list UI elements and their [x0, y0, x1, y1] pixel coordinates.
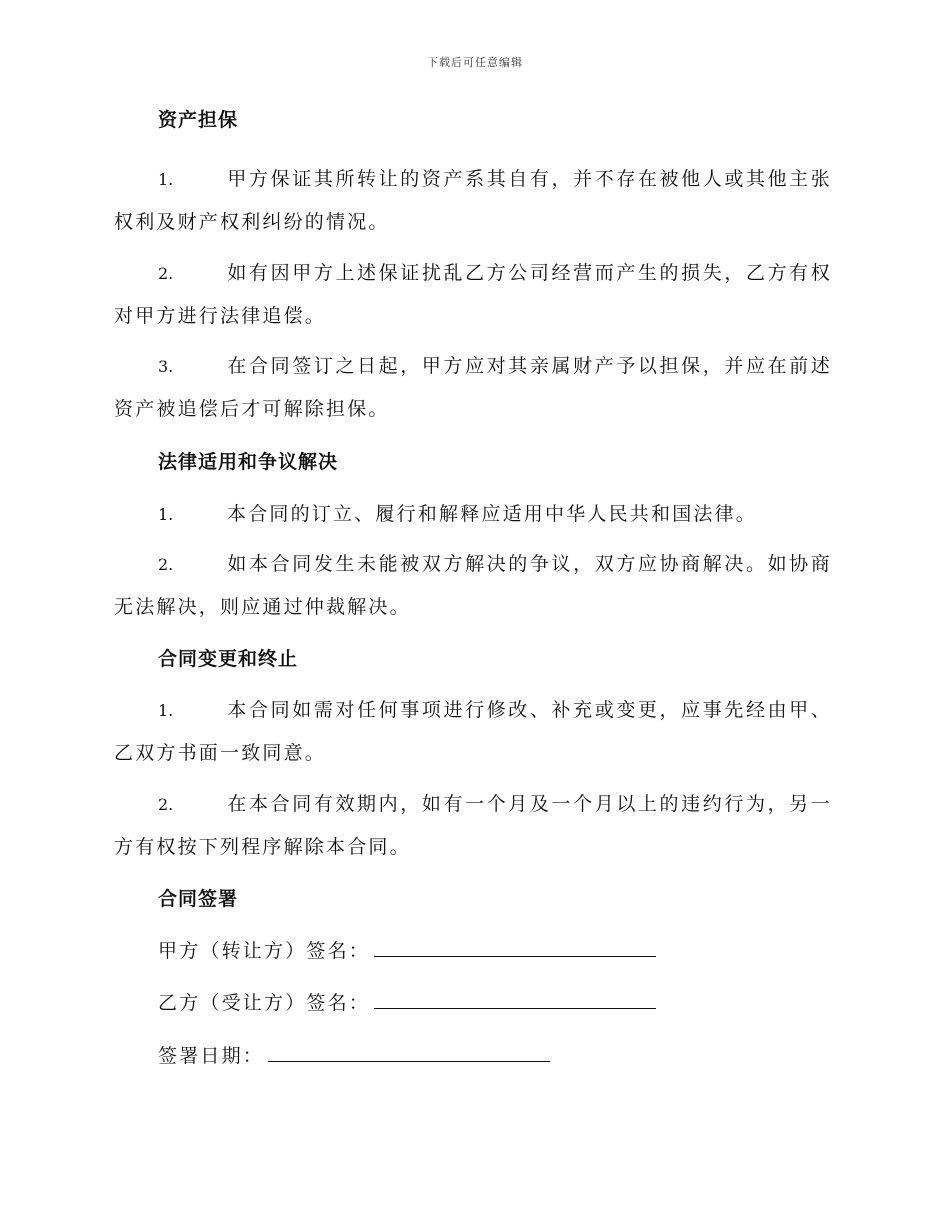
party-a-label: 甲方（转让方）签名：	[158, 940, 371, 962]
clause-number: 1.	[158, 701, 174, 720]
date-signature-row	[114, 1041, 832, 1070]
clause-text: 在合同签订之日起，甲方应对其亲属财产予以担保，并应在前述资产被追偿后才可解除担保。	[114, 355, 832, 420]
party-b-label: 乙方（受让方）签名：	[158, 992, 371, 1014]
clause-text: 甲方保证其所转让的资产系其自有，并不存在被他人或其他主张权利及财产权利纠纷的情况。	[114, 168, 832, 233]
clause-number: 2.	[158, 264, 174, 283]
clause-number: 1.	[158, 505, 174, 524]
clause-text: 如有因甲方上述保证扰乱乙方公司经营而产生的损失，乙方有权对甲方进行法律追偿。	[114, 262, 832, 327]
clause-item	[114, 158, 832, 244]
clause-item	[114, 345, 832, 431]
clause-item	[114, 543, 832, 629]
clause-number: 2.	[158, 555, 174, 574]
party-b-signature-field[interactable]	[374, 988, 656, 1009]
signature-title: 合同签署	[158, 888, 239, 910]
clause-item	[114, 689, 832, 775]
section-title: 合同变更和终止	[158, 648, 299, 670]
clause-item	[114, 493, 832, 536]
clause-item	[114, 783, 832, 869]
party-a-signature-field[interactable]	[374, 936, 656, 957]
section-title: 法律适用和争议解决	[158, 451, 339, 473]
clause-number: 1.	[158, 170, 174, 189]
section-title: 资产担保	[158, 109, 239, 131]
section-asset-guarantee	[114, 106, 832, 134]
clause-text: 在本合同有效期内，如有一个月及一个月以上的违约行为，另一方有权按下列程序解除本合同。	[114, 793, 832, 858]
clause-item	[114, 252, 832, 338]
clause-text: 本合同如需对任何事项进行修改、补充或变更，应事先经由甲、乙双方书面一致同意。	[114, 699, 832, 764]
date-label: 签署日期：	[158, 1045, 265, 1067]
clause-text: 本合同的订立、履行和解释应适用中华人民共和国法律。	[227, 503, 758, 525]
party-b-signature-row	[114, 988, 832, 1017]
clause-text: 如本合同发生未能被双方解决的争议，双方应协商解决。如协商无法解决，则应通过仲裁解决。	[114, 553, 832, 618]
date-field[interactable]	[268, 1041, 550, 1062]
header-note: 下载后可任意编辑	[427, 56, 523, 69]
clause-number: 2.	[158, 795, 174, 814]
party-a-signature-row	[114, 936, 832, 965]
clause-number: 3.	[158, 357, 174, 376]
